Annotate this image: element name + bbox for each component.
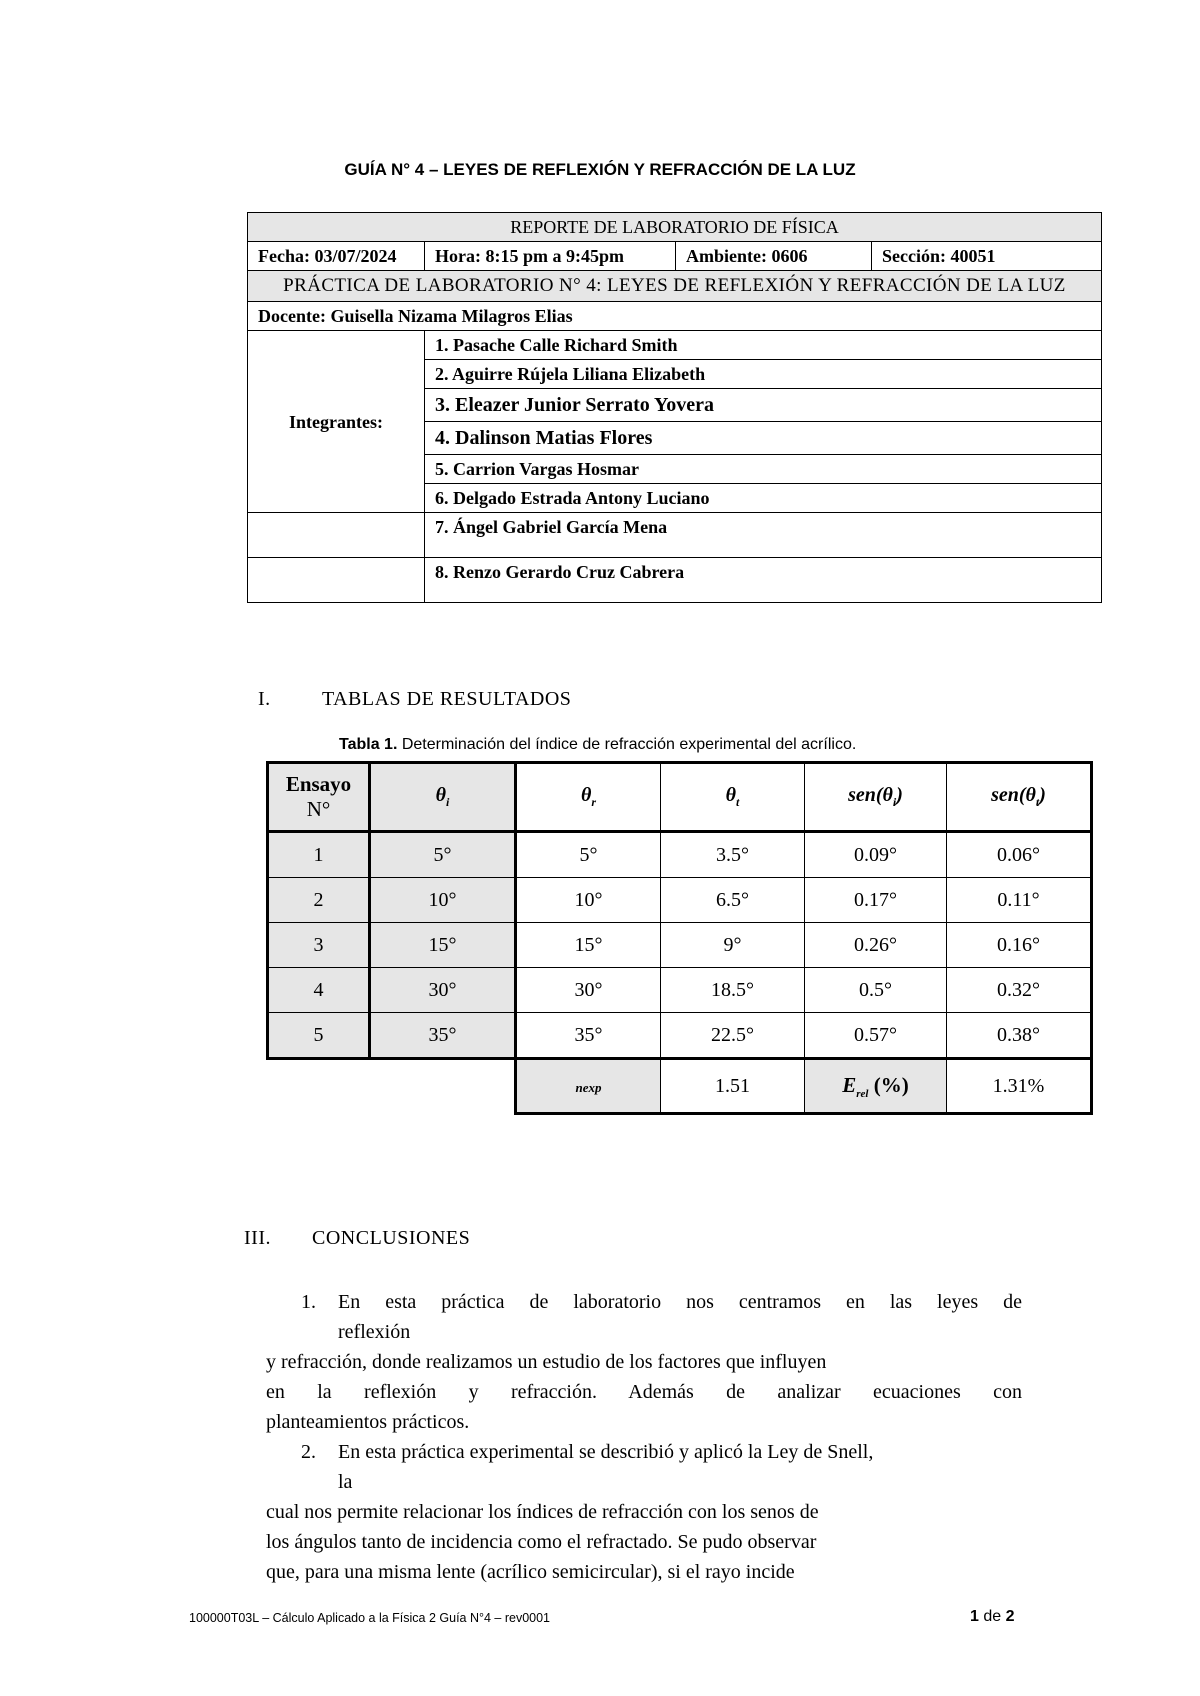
fecha-cell: Fecha: 03/07/2024: [248, 242, 425, 271]
summary-row: [268, 1059, 1092, 1114]
cell-sen-t: 0.32°: [947, 968, 1092, 1013]
cell-theta-i: 10°: [370, 878, 516, 923]
empty-cell: [248, 513, 425, 558]
report-title: REPORTE DE LABORATORIO DE FÍSICA: [248, 213, 1102, 242]
cell-sen-i: 0.57°: [805, 1013, 947, 1059]
member-3: 3. Eleazer Junior Serrato Yovera: [425, 389, 1102, 422]
footer-page-number: 1 de 2: [970, 1608, 1015, 1625]
conclusion-2-body-2: los ángulos tanto de incidencia como el refractado. Se pudo observar: [266, 1531, 817, 1553]
cell-theta-r: 5°: [516, 832, 661, 878]
empty-cell: [248, 558, 425, 603]
results-table: [266, 761, 1093, 1115]
nexp-value: 1.51: [661, 1059, 805, 1114]
cell-ensayo: 2: [268, 878, 370, 923]
cell-ensayo: 5: [268, 1013, 370, 1059]
erel-value: 1.31%: [947, 1059, 1092, 1114]
member-4: 4. Dalinson Matias Flores: [425, 422, 1102, 455]
docente-cell: Docente: Guisella Nizama Milagros Elias: [248, 302, 1102, 331]
header-ensayo-line1: Ensayo: [285, 772, 352, 796]
section-1-number: I.: [258, 688, 271, 710]
table-1-caption-text: Determinación del índice de refracción experimental del acrílico.: [397, 736, 857, 753]
conclusion-2-body-3: que, para una misma lente (acrílico semicircular), si el rayo incide: [266, 1561, 795, 1583]
cell-theta-i: 15°: [370, 923, 516, 968]
cell-sen-t: 0.11°: [947, 878, 1092, 923]
section-1-title: TABLAS DE RESULTADOS: [322, 688, 572, 710]
cell-sen-i: 0.09°: [805, 832, 947, 878]
section-3-title: CONCLUSIONES: [312, 1227, 471, 1249]
member-6: 6. Delgado Estrada Antony Luciano: [425, 484, 1102, 513]
member-1: 1. Pasache Calle Richard Smith: [425, 331, 1102, 360]
nexp-label: nexp: [516, 1059, 661, 1114]
cell-sen-i: 0.17°: [805, 878, 947, 923]
cell-theta-t: 9°: [661, 923, 805, 968]
conclusion-1-lead: En esta práctica de laboratorio nos centramos en las leyes de: [338, 1291, 1022, 1313]
header-theta-t: $\theta_t$: [661, 763, 805, 832]
cell-theta-t: 6.5°: [661, 878, 805, 923]
header-theta-r: $\theta_r$: [516, 763, 661, 832]
ambiente-cell: Ambiente: 0606: [676, 242, 872, 271]
seccion-cell: Sección: 40051: [872, 242, 1102, 271]
integrantes-label: Integrantes:: [248, 331, 425, 513]
conclusion-1-body-2: en la reflexión y refracción. Además de analizar ecuaciones con: [266, 1381, 1022, 1403]
header-ensayo: [268, 763, 370, 832]
member-8: 8. Renzo Gerardo Cruz Cabrera: [425, 558, 1102, 603]
cell-theta-t: 22.5°: [661, 1013, 805, 1059]
conclusion-1-body-3: planteamientos prácticos.: [266, 1411, 470, 1433]
cell-ensayo: 3: [268, 923, 370, 968]
cell-ensayo: 1: [268, 832, 370, 878]
section-3-number: III.: [244, 1227, 271, 1249]
cell-theta-i: 35°: [370, 1013, 516, 1059]
hora-cell: Hora: 8:15 pm a 9:45pm: [425, 242, 676, 271]
table-row: [268, 923, 1092, 968]
cell-sen-t: 0.38°: [947, 1013, 1092, 1059]
cell-sen-i: 0.5°: [805, 968, 947, 1013]
summary-blank: [268, 1059, 516, 1114]
conclusion-1-body-1: y refracción, donde realizamos un estudio de los factores que influyen: [266, 1351, 827, 1373]
member-2: 2. Aguirre Rújela Liliana Elizabeth: [425, 360, 1102, 389]
conclusion-1-lead-2: reflexión: [338, 1321, 411, 1343]
lab-report-header-table: [247, 212, 1102, 603]
conclusion-2-body-1: cual nos permite relacionar los índices de refracción con los senos de: [266, 1501, 819, 1523]
conclusion-2-lead-2: la: [338, 1471, 353, 1493]
cell-theta-t: 18.5°: [661, 968, 805, 1013]
cell-theta-i: 30°: [370, 968, 516, 1013]
cell-theta-r: 15°: [516, 923, 661, 968]
table-row: [268, 1013, 1092, 1059]
cell-theta-r: 10°: [516, 878, 661, 923]
table-row: [268, 832, 1092, 878]
cell-theta-t: 3.5°: [661, 832, 805, 878]
header-theta-i: $\theta_i$: [370, 763, 516, 832]
cell-ensayo: 4: [268, 968, 370, 1013]
cell-theta-i: 5°: [370, 832, 516, 878]
member-5: 5. Carrion Vargas Hosmar: [425, 455, 1102, 484]
cell-theta-r: 30°: [516, 968, 661, 1013]
table-1-caption: [339, 736, 856, 754]
cell-theta-r: 35°: [516, 1013, 661, 1059]
table-1-caption-label: Tabla 1.: [339, 736, 398, 753]
cell-sen-t: 0.06°: [947, 832, 1092, 878]
conclusion-1-number: 1.: [301, 1291, 316, 1313]
header-ensayo-line2: N°: [306, 797, 331, 821]
member-7: 7. Ángel Gabriel García Mena: [425, 513, 1102, 558]
header-sen-theta-i: $sen(\theta_i)$: [805, 763, 947, 832]
footer-document-code: 100000T03L – Cálculo Aplicado a la Física 2 Guía N°4 – rev0001: [189, 1611, 551, 1625]
erel-label: $E_{rel}$ (%): [805, 1059, 947, 1114]
conclusion-2-number: 2.: [301, 1441, 316, 1463]
cell-sen-t: 0.16°: [947, 923, 1092, 968]
practica-title: PRÁCTICA DE LABORATORIO N° 4: LEYES DE REFLEXIÓN Y REFRACCIÓN DE LA LUZ: [248, 271, 1102, 302]
header-sen-theta-t: $sen(\theta_t)$: [947, 763, 1092, 832]
table-row: [268, 878, 1092, 923]
conclusion-2-lead: En esta práctica experimental se describió y aplicó la Ley de Snell,: [338, 1441, 874, 1463]
document-title: GUÍA N° 4 – LEYES DE REFLEXIÓN Y REFRACCIÓN DE LA LUZ: [344, 160, 856, 179]
cell-sen-i: 0.26°: [805, 923, 947, 968]
table-row: [268, 968, 1092, 1013]
